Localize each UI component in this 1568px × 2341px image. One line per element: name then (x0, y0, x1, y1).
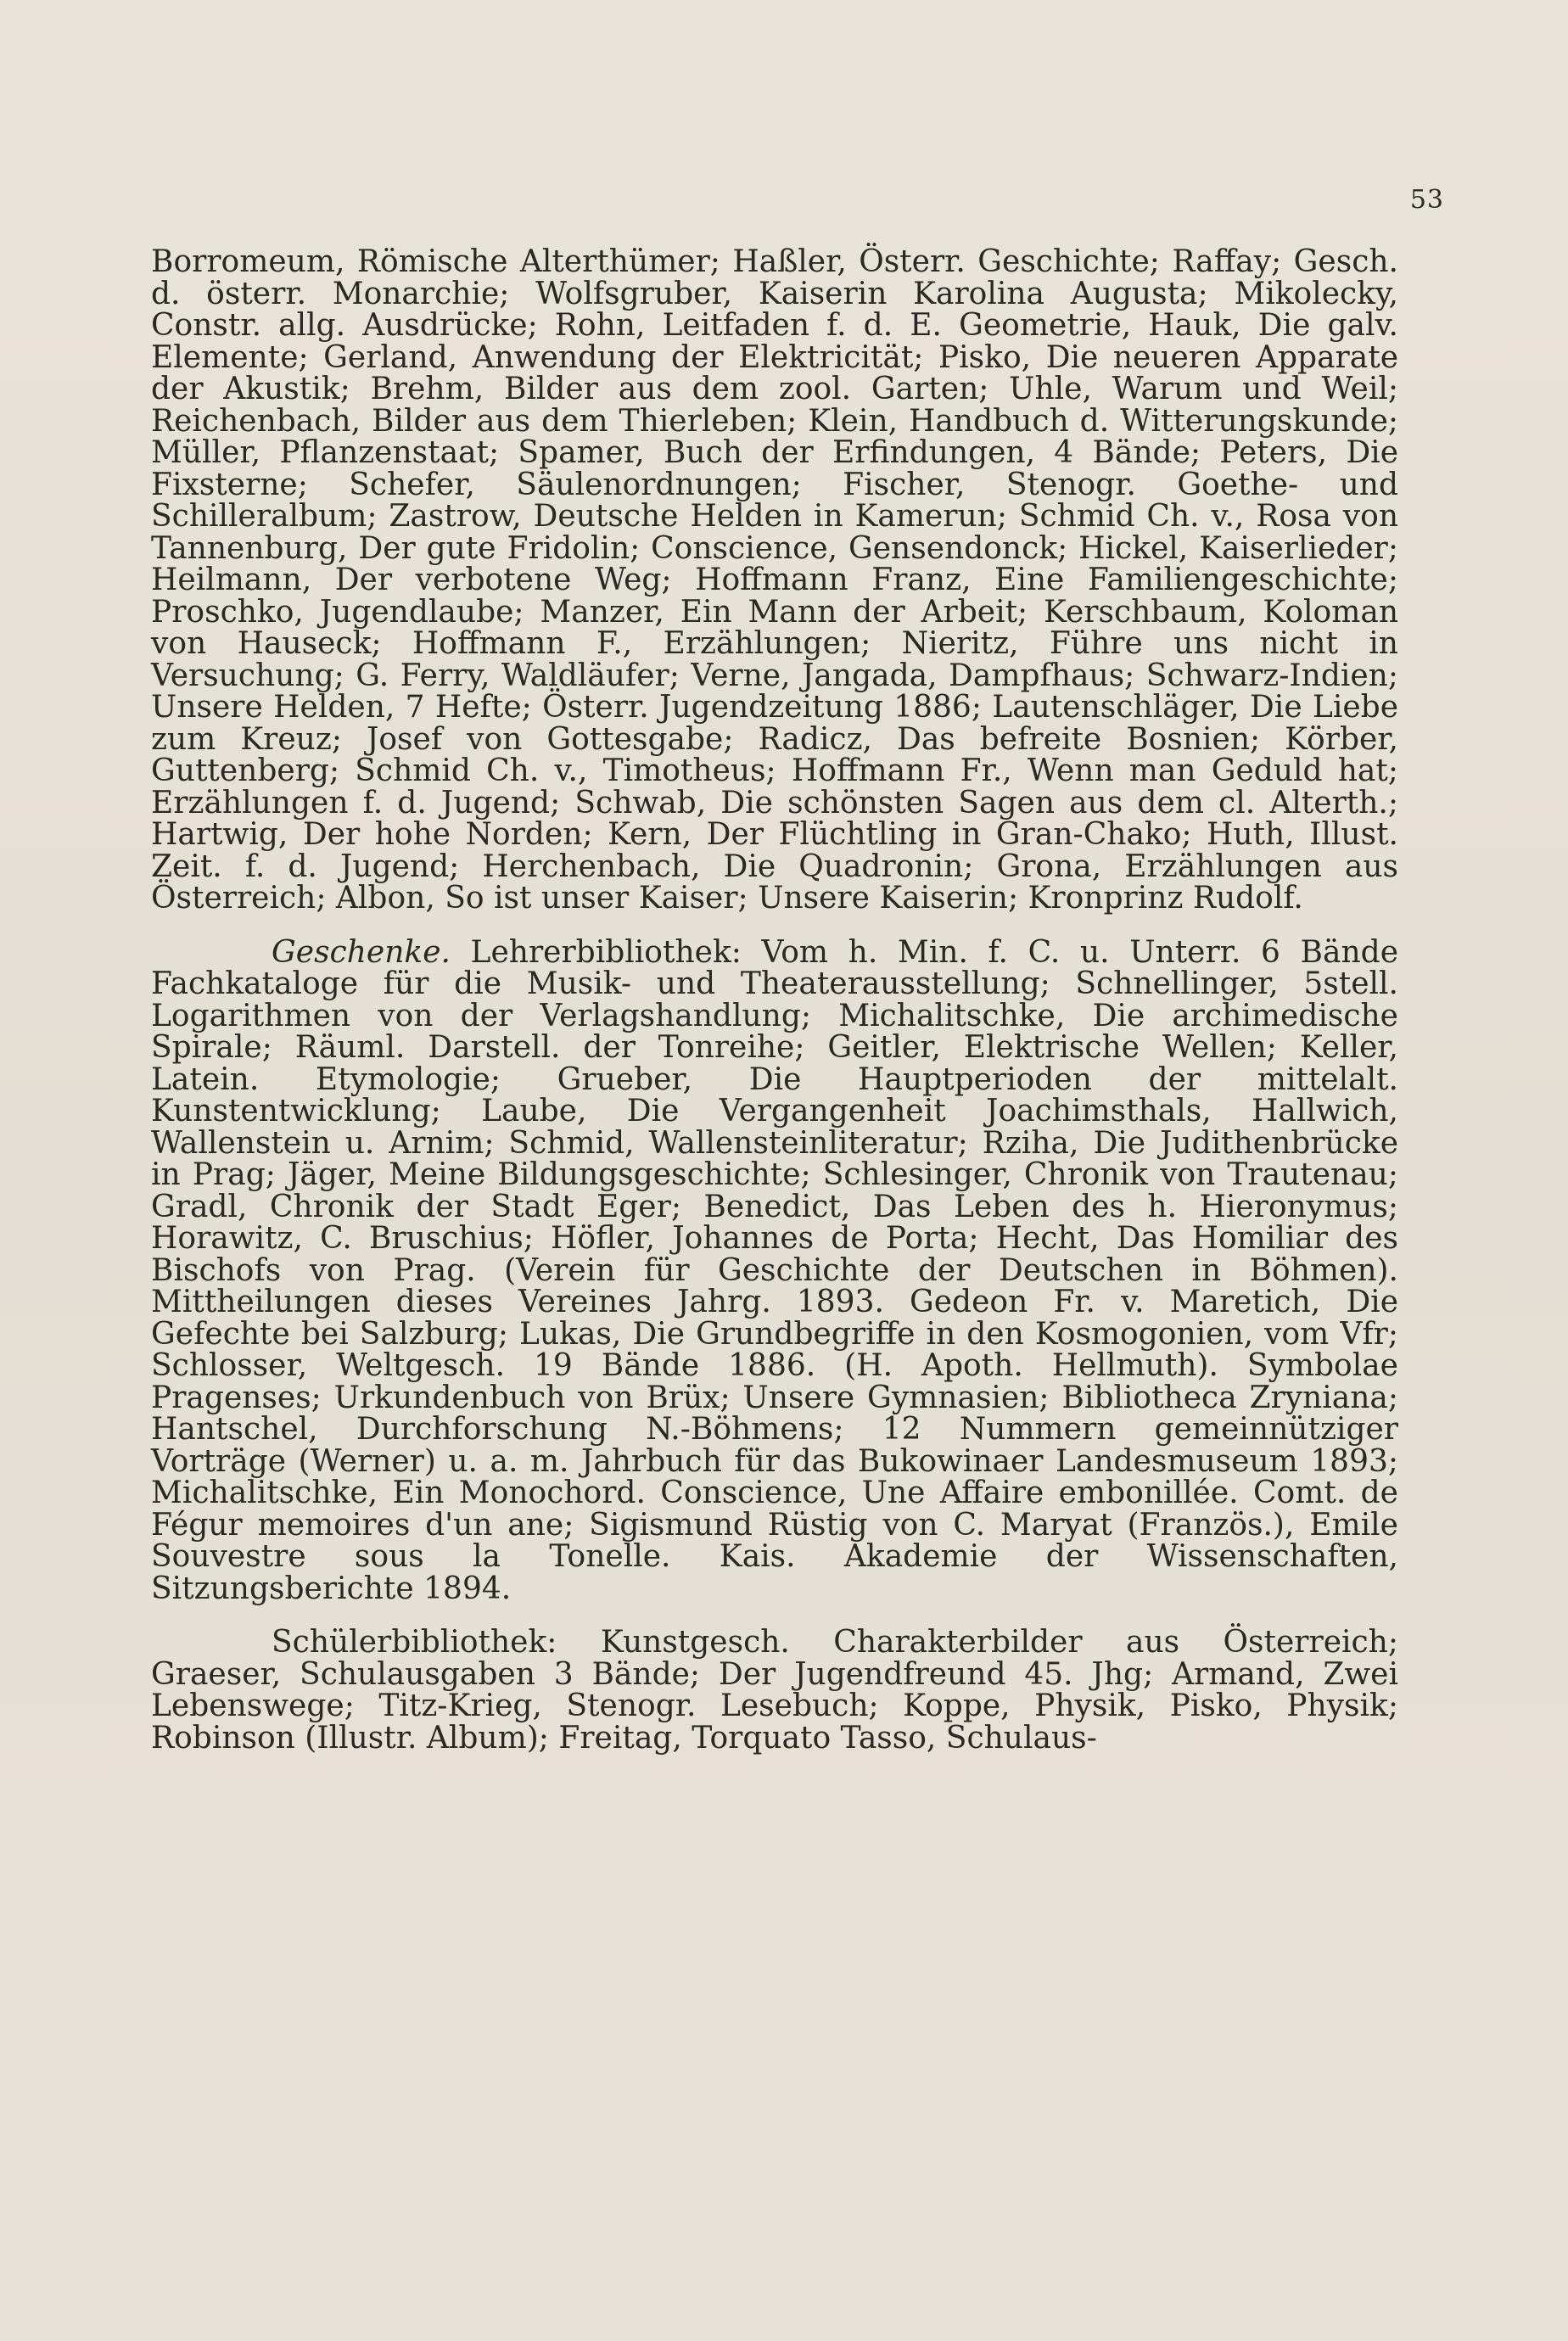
paragraph-3-text: Schülerbibliothek: Kunstgesch. Charakterbilder aus Österreich; Graeser, Schulausgaben 3 Bände; Der Jugendfreund 45. Jhg; Armand, Zwei Lebenswege; Titz-Krieg, Stenogr. Lesebuch; Koppe, Physik, Pisko, Physik; Robinson (Illustr. Album); Freitag, Torquato Tasso, Schulaus- (151, 1625, 1398, 1756)
paragraph-student-library (151, 1627, 1398, 1754)
page-number: 53 (1409, 185, 1444, 215)
paragraph-2-lead: Geschenke. (272, 934, 451, 970)
paragraph-1-text: Borromeum, Römische Alterthümer; Haßler, Österr. Geschichte; Raffay; Gesch. d. österr. Monarchie; Wolfsgruber, Kaiserin Karolina Augusta; Mikolecky, Constr. allg. Ausdrücke; Rohn, Leitfaden f. d. E. Geometrie, Hauk, Die galv. Elemente; Gerland, Anwendung der Elektricität; Pisko, Die neueren Apparate der Akustik; Brehm, Bilder aus dem zool. Garten; Uhle, Warum und Weil; Reichenbach, Bilder aus dem Thierleben; Klein, Handbuch d. Witterungskunde; Müller, Pflanzenstaat; Spamer, Buch der Erfindungen, 4 Bände; Peters, Die Fixsterne; Schefer, Säulenordnungen; Fischer, Stenogr. Goethe- und Schilleralbum; Zastrow, Deutsche Helden in Kamerun; Schmid Ch. v., Rosa von Tannenburg, Der gute Fridolin; Conscience, Gensendonck; Hickel, Kaiserlieder; Heilmann, Der verbotene Weg; Hoffmann Franz, Eine Familiengeschichte; Proschko, Jugendlaube; Manzer, Ein Mann der Arbeit; Kerschbaum, Koloman von Hauseck; Hoffmann F., Erzählungen; Nieritz, Führe uns nicht in Versuchung; G. Ferry, Waldläufer; Verne, Jangada, Dampfhaus; Schwarz-Indien; Unsere Helden, 7 Hefte; Österr. Jugendzeitung 1886; Lautenschläger, Die Liebe zum Kreuz; Josef von Gottesgabe; Radicz, Das befreite Bosnien; Körber, Guttenberg; Schmid Ch. v., Timotheus; Hoffmann Fr., Wenn man Geduld hat; Erzählungen f. d. Jugend; Schwab, Die schönsten Sagen aus dem cl. Alterth.; Hartwig, Der hohe Norden; Kern, Der Flüchtling in Gran-Chako; Huth, Illust. Zeit. f. d. Jugend; Herchenbach, Die Quadronin; Grona, Erzählungen aus Österreich; Albon, So ist unser Kaiser; Unsere Kaiserin; Kronprinz Rudolf. (151, 244, 1398, 916)
page-body (151, 246, 1398, 1754)
paragraph-gifts-teacher-library (151, 934, 1398, 1606)
paragraph-2-text: Lehrerbibliothek: Vom h. Min. f. C. u. Unterr. 6 Bände Fachkataloge für die Musik- und Theaterausstellung; Schnellinger, 5stell. Logarithmen von der Verlagshandlung; Michalitschke, Die archimedische Spirale; Räuml. Darstell. der Tonreihe; Geitler, Elektrische Wellen; Keller, Latein. Etymologie; Grueber, Die Hauptperioden der mittelalt. Kunstentwicklung; Laube, Die Vergangenheit Joachimsthals, Hallwich, Wallenstein u. Arnim; Schmid, Wallensteinliteratur; Rziha, Die Judithenbrücke in Prag; Jäger, Meine Bildungsgeschichte; Schlesinger, Chronik von Trautenau; Gradl, Chronik der Stadt Eger; Benedict, Das Leben des h. Hieronymus; Horawitz, C. Bruschius; Höfler, Johannes de Porta; Hecht, Das Homiliar des Bischofs von Prag. (Verein für Geschichte der Deutschen in Böhmen). Mittheilungen dieses Vereines Jahrg. 1893. Gedeon Fr. v. Maretich, Die Gefechte bei Salzburg; Lukas, Die Grundbegriffe in den Kosmogonien, vom Vfr; Schlosser, Weltgesch. 19 Bände 1886. (H. Apoth. Hellmuth). Symbolae Pragenses; Urkundenbuch von Brüx; Unsere Gymnasien; Bibliotheca Zryniana; Hantschel, Durchforschung N.-Böhmens; 12 Nummern gemeinnütziger Vorträge (Werner) u. a. m. Jahrbuch für das Bukowinaer Landesmuseum 1893; Michalitschke, Ein Monochord. Conscience, Une Affaire embonillée. Comt. de Fégur memoires d'un ane; Sigismund Rüstig von C. Maryat (Französ.), Emile Souvestre sous la Tonelle. Kais. Akademie der Wissenschaften, Sitzungsberichte 1894. (151, 934, 1398, 1606)
paragraph-school-library-list (151, 246, 1398, 915)
